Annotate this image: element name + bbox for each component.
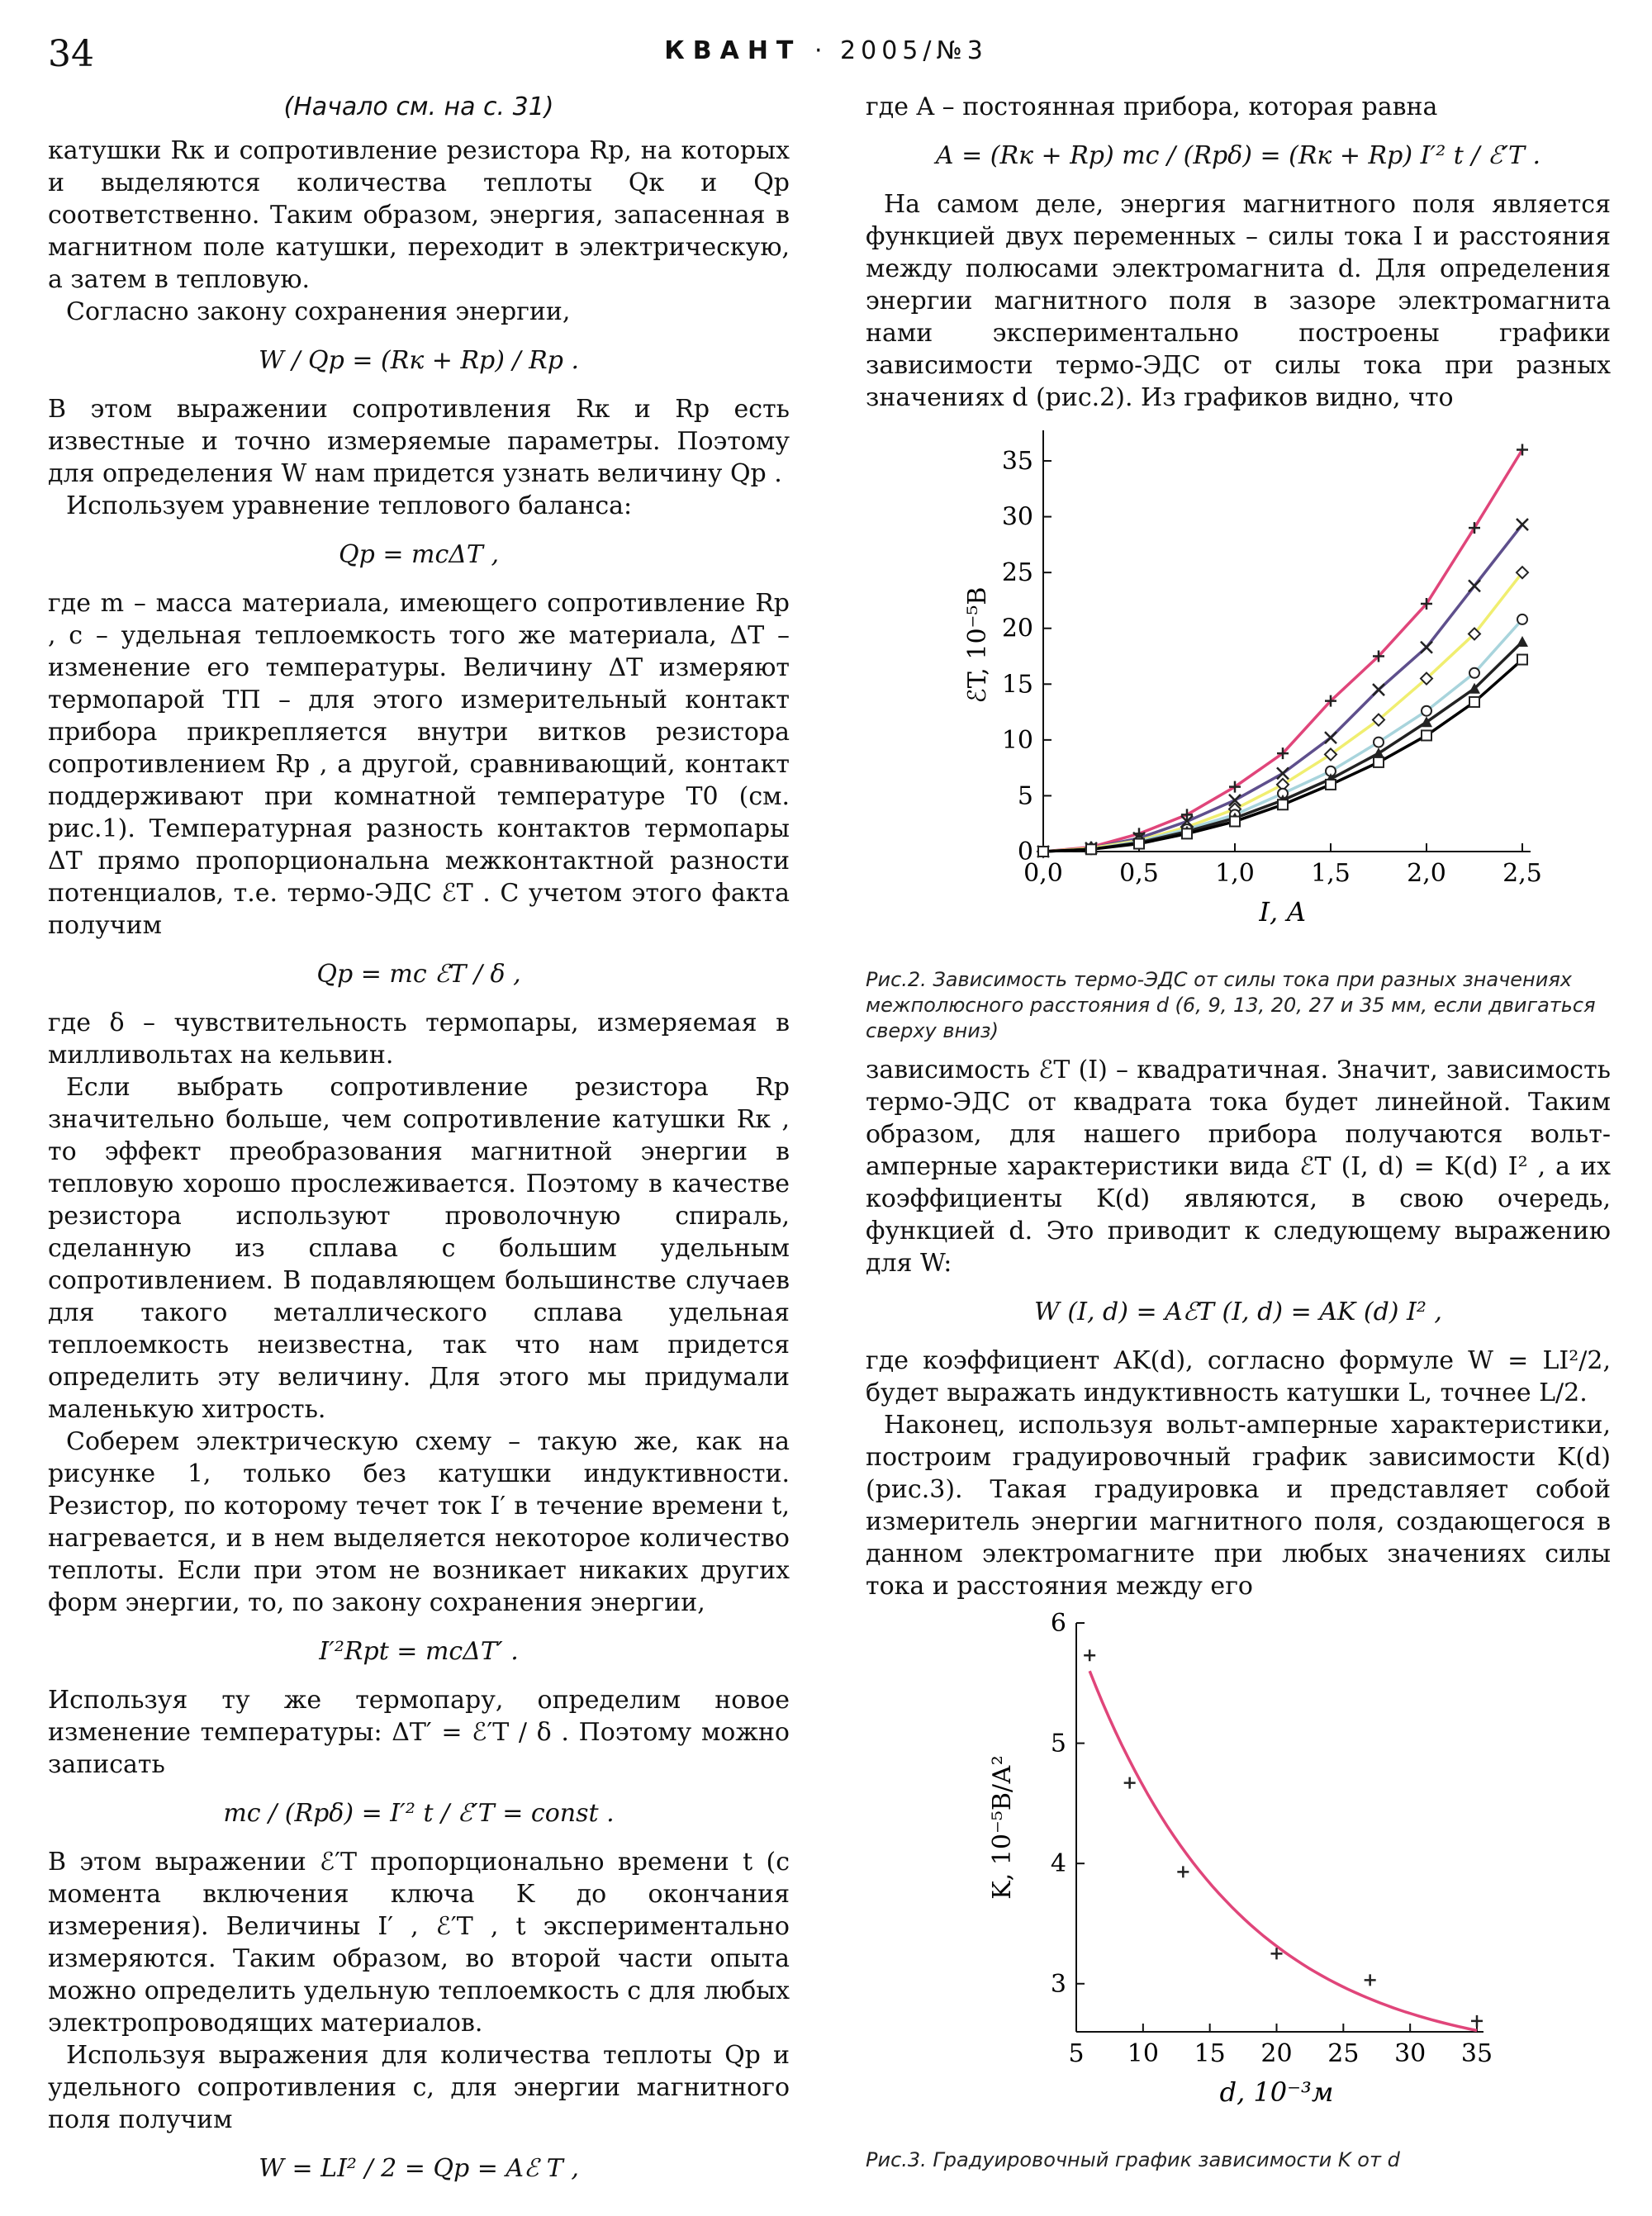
paragraph: где m – масса материала, имеющего сопротивление Rр , c – удельная теплоемкость того же материала, ΔT – изменение его температуры. Величину ΔT измеряют термопарой ТП – для этого измерительный контакт прибора прикрепляется внутри витков резистора сопротивлением Rр , а другой, сравнивающий, контакт поддерживают при комнатной температуре T0 (см. рис.1). Температурная разность контактов термопары ΔT прямо пропорциональна межконтактной разности потенциалов, т.е. термо-ЭДС ℰT . С учетом этого факта получим — [48, 589, 790, 940]
data-point-cross — [1325, 732, 1336, 743]
paragraph: Согласно закону сохранения энергии, — [66, 297, 571, 326]
data-point-circle — [1374, 738, 1384, 747]
data-point-square — [1230, 817, 1240, 827]
equation: W (I, d) = AℰT (I, d) = AK (d) I² , — [1034, 1298, 1442, 1326]
x-tick-label: 2,5 — [1502, 859, 1542, 888]
paragraph: зависимость ℰT (I) – квадратичная. Значит, зависимость термо-ЭДС от квадрата тока будет линейной. Таким образом, для нашего прибора получаются вольт-амперные характеристики вида ℰT (I, d) = K(d) I² , а их коэффициенты K(d) являются, в свою очередь, функцией d. Это приводит к следующему выражению для W: — [866, 1056, 1611, 1278]
paragraph: где δ – чувствительность термопары, измеряемая в милливольтах на кельвин. — [48, 1008, 790, 1070]
data-point-plus — [1177, 1866, 1189, 1877]
paragraph: Соберем электрическую схему – такую же, как на рисунке 1, только без катушки индуктивности. Резистор, по которому течет ток I′ в течение времени t, нагревается, и в нем выделяется некоторое количество теплоты. Если при этом не возникает никаких других форм энергии, то, по закону сохранения энергии, — [48, 1427, 790, 1617]
data-point-triangle — [1517, 636, 1528, 647]
x-tick-label: 1,0 — [1215, 859, 1255, 888]
data-point-square — [1086, 844, 1096, 854]
y-axis-label: K, 10⁻⁵В/А² — [988, 1755, 1017, 1900]
header-dot: · — [814, 36, 841, 65]
journal-header — [0, 36, 1652, 65]
equation: I′²Rрt = mcΔT′ . — [319, 1637, 519, 1666]
chart-thermo-emf — [866, 414, 1611, 959]
paragraph: В этом выражении сопротивления Rк и Rр есть известные и точно измеряемые параметры. Поэтому для определения W нам придется узнать величину Qр . — [48, 395, 790, 488]
paragraph: катушки Rк и сопротивление резистора Rр, на которых и выделяются количества теплоты Qк и Qр соответственно. Таким образом, энергия, запасенная в магнитном поле катушки, переходит в электрическую, а затем в тепловую. — [48, 136, 790, 294]
paragraph: где A – постоянная прибора, которая равна — [866, 93, 1438, 121]
chart-calibration — [866, 1602, 1611, 2139]
y-tick-label: 5 — [1017, 781, 1033, 811]
data-point-square — [1182, 828, 1192, 838]
x-tick-label: 15 — [1194, 2039, 1226, 2068]
y-tick-label: 3 — [1050, 1969, 1066, 1999]
data-point-square — [1469, 697, 1479, 707]
y-tick-label: 4 — [1050, 1849, 1066, 1879]
y-tick-label: 35 — [1001, 447, 1033, 477]
x-axis-label: I, А — [1259, 896, 1307, 928]
data-point-plus — [1124, 1777, 1136, 1789]
data-point-square — [1422, 730, 1431, 740]
data-point-cross — [1421, 642, 1432, 653]
x-axis-label: d, 10⁻³м — [1219, 2076, 1334, 2108]
data-point-square — [1038, 847, 1048, 857]
paragraph: На самом деле, энергия магнитного поля является функцией двух переменных – силы тока I и расстояния между полюсами электромагнита d. Для определения энергии магнитного поля в зазоре электромагнита нами экспериментально построены графики зависимости термо-ЭДС от силы тока при разных значениях d (рис.2). Из графиков видно, что — [866, 190, 1611, 412]
fit-curve — [1089, 1671, 1477, 2030]
equation: Qр = mc ℰT / δ , — [316, 960, 521, 989]
x-tick-label: 1,5 — [1311, 859, 1351, 888]
figure-2-caption: Рис.2. Зависимость термо-ЭДС от силы тока при разных значениях межполюсного расстояния d (6, 9, 13, 20, 27 и 35 мм, если двигаться сверху вниз) — [866, 968, 1596, 1042]
equation: W = LI² / 2 = Qр = Aℰ T , — [259, 2154, 579, 2183]
paragraph: Используя ту же термопару, определим новое изменение температуры: ΔT′ = ℰ′T / δ . Поэтому можно записать — [48, 1686, 790, 1779]
data-point-square — [1326, 780, 1336, 790]
y-tick-label: 20 — [1001, 614, 1033, 643]
paragraph: Если выбрать сопротивление резистора Rр значительно больше, чем сопротивление катушки Rк , то эффект преобразования магнитной энергии в тепловую хорошо прослеживается. Поэтому в качестве резистора используют проволочную спираль, сделанную из сплава с большим удельным сопротивлением. В подавляющем большинстве случаев для такого металлического сплава удельная теплоемкость неизвестна, так что нам придется определить эту величину. Для этого мы придумали маленькую хитрость. — [48, 1073, 790, 1424]
x-tick-label: 2,0 — [1407, 859, 1446, 888]
figure-2 — [866, 414, 1611, 1044]
equation: W / Qр = (Rк + Rр) / Rр . — [259, 346, 579, 375]
data-point-circle — [1422, 706, 1431, 716]
data-point-plus — [1365, 1974, 1376, 1986]
equation: mc / (Rрδ) = I′² t / ℰ′T = const . — [223, 1799, 615, 1828]
y-tick-label: 30 — [1001, 502, 1033, 532]
data-point-square — [1517, 655, 1527, 665]
right-column — [866, 91, 1611, 2173]
journal-issue: 2005/№3 — [840, 36, 988, 65]
page-number: 34 — [48, 33, 94, 75]
series-line — [1043, 642, 1522, 852]
figure-3 — [866, 1602, 1611, 2173]
x-tick-label: 10 — [1127, 2039, 1159, 2068]
paragraph: Наконец, используя вольт-амперные характеристики, построим градуировочный график зависимости K(d) (рис.3). Такая градуировка и представляет собой измеритель энергии магнитного поля, создающегося в данном электромагните при любых значениях силы тока и расстояния между его — [866, 1411, 1611, 1601]
x-tick-label: 20 — [1260, 2039, 1293, 2068]
data-point-square — [1134, 839, 1144, 849]
x-tick-label: 35 — [1460, 2039, 1493, 2068]
left-column — [48, 91, 790, 2201]
data-point-cross — [1469, 580, 1480, 591]
data-point-circle — [1469, 668, 1479, 678]
data-point-square — [1278, 800, 1288, 809]
series-line — [1043, 619, 1522, 852]
paragraph: где коэффициент AK(d), согласно формуле W = LI²/2, будет выражать индуктивность катушки L, точнее L/2. — [866, 1346, 1611, 1407]
continued-note: (Начало см. на с. 31) — [283, 93, 554, 121]
figure-3-caption: Рис.3. Градуировочный график зависимости K от d — [866, 2148, 1400, 2171]
x-tick-label: 30 — [1394, 2039, 1427, 2068]
paragraph: Используя выражения для количества теплоты Qр и удельного сопротивления c, для энергии магнитного поля получим — [48, 2041, 790, 2134]
x-tick-label: 0,0 — [1023, 859, 1063, 888]
paragraph: В этом выражении ℰ′T пропорционально времени t (с момента включения ключа K до окончания измерения). Величины I′ , ℰ′T , t экспериментально измеряются. Таким образом, во второй части опыта можно определить удельную теплоемкость c для любых электропроводящих материалов. — [48, 1848, 790, 2038]
x-tick-label: 5 — [1068, 2039, 1085, 2068]
data-point-square — [1374, 757, 1384, 767]
y-tick-label: 0 — [1017, 838, 1033, 866]
y-tick-label: 15 — [1001, 670, 1033, 700]
journal-name: КВАНТ — [664, 36, 802, 65]
data-point-plus — [1084, 1649, 1095, 1661]
y-tick-label: 10 — [1001, 725, 1033, 755]
y-tick-label: 5 — [1050, 1729, 1066, 1758]
x-tick-label: 25 — [1327, 2039, 1360, 2068]
y-tick-label: 6 — [1050, 1609, 1066, 1638]
data-point-cross — [1277, 767, 1289, 779]
data-point-circle — [1517, 615, 1527, 624]
x-tick-label: 0,5 — [1119, 859, 1159, 888]
equation: Qр = mcΔT , — [338, 540, 499, 569]
data-point-plus — [1471, 2015, 1483, 2027]
equation: A = (Rк + Rр) mc / (Rрδ) = (Rк + Rр) I′² t / ℰ′T . — [935, 141, 1541, 170]
y-tick-label: 25 — [1001, 558, 1033, 588]
data-point-cross — [1517, 519, 1528, 530]
data-point-cross — [1373, 684, 1384, 695]
y-axis-label: ℰT, 10⁻⁵В — [963, 586, 992, 704]
paragraph: Используем уравнение теплового баланса: — [66, 491, 633, 520]
